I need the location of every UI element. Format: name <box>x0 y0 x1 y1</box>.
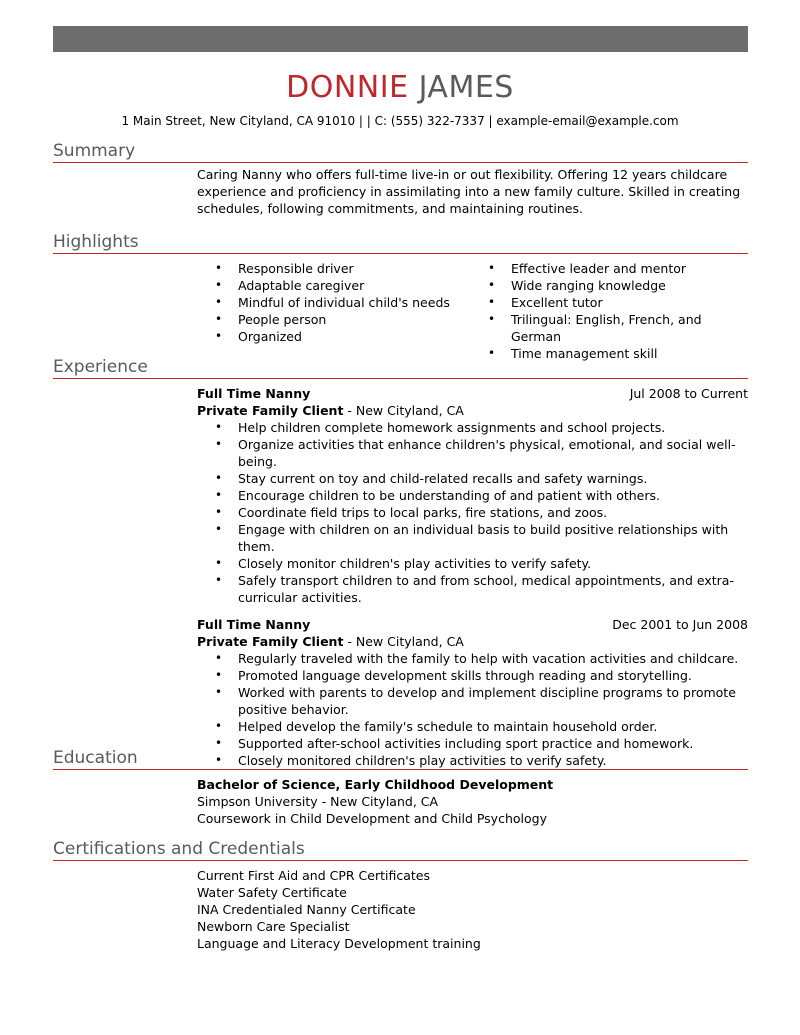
job-employer-line <box>197 402 748 419</box>
summary-section <box>53 141 748 216</box>
section-title-highlights: Highlights <box>53 232 748 254</box>
job-title: Full Time Nanny <box>197 617 311 632</box>
list-item: • Responsible driver <box>197 260 470 277</box>
job-duties-list <box>197 419 748 606</box>
highlights-section <box>53 232 748 361</box>
certifications-body <box>197 867 748 952</box>
certification-item: Current First Aid and CPR Certificates <box>197 868 430 883</box>
certification-item: Language and Literacy Development training <box>197 936 481 951</box>
certification-item: INA Credentialed Nanny Certificate <box>197 902 416 917</box>
job-dates: Jul 2008 to Current <box>629 386 748 401</box>
job-header <box>197 385 748 402</box>
list-item: • Coordinate field trips to local parks, fire stations, and zoos. <box>197 504 748 521</box>
certification-item: Newborn Care Specialist <box>197 919 350 934</box>
section-title-experience: Experience <box>53 357 748 379</box>
school: Simpson University - New Cityland, CA <box>197 794 439 809</box>
list-item: • Help children complete homework assignments and school projects. <box>197 419 748 436</box>
list-item: • Encourage children to be understanding of and patient with others. <box>197 487 748 504</box>
degree-separator: , <box>335 777 345 792</box>
section-title-summary: Summary <box>53 141 748 163</box>
experience-body <box>197 385 748 769</box>
list-item: • Trilingual: English, French, and German <box>470 311 743 345</box>
list-item: • Organize activities that enhance children's physical, emotional, and social well-being. <box>197 436 748 470</box>
summary-body <box>197 166 748 217</box>
section-title-certifications: Certifications and Credentials <box>53 839 748 861</box>
list-item: • Effective leader and mentor <box>470 260 743 277</box>
coursework: Coursework in Child Development and Child Psychology <box>197 811 547 826</box>
list-item: • Organized <box>197 328 470 345</box>
degree: Bachelor of Science <box>197 777 336 792</box>
job-header <box>197 616 748 633</box>
job-employer: Private Family Client <box>197 403 344 418</box>
contact-line: 1 Main Street, New Cityland, CA 91010 | | C: (555) 322-7337 | example-email@example.com <box>121 114 679 128</box>
list-item: • Stay current on toy and child-related recalls and safety warnings. <box>197 470 748 487</box>
list-item: • Regularly traveled with the family to help with vacation activities and childcare. <box>197 650 748 667</box>
job-employer-line <box>197 633 748 650</box>
job-employer: Private Family Client <box>197 634 344 649</box>
highlights-body <box>197 260 748 362</box>
highlights-right-list <box>470 260 743 362</box>
certification-item: Water Safety Certificate <box>197 885 347 900</box>
list-item: • Promoted language development skills through reading and storytelling. <box>197 667 748 684</box>
job-dates: Dec 2001 to Jun 2008 <box>612 617 748 632</box>
degree-line <box>197 776 748 793</box>
degree-field: Early Childhood Development <box>344 777 554 792</box>
list-item: • People person <box>197 311 470 328</box>
highlights-left-list <box>197 260 470 362</box>
section-title-education: Education <box>53 748 748 770</box>
list-item: • Safely transport children to and from school, medical appointments, and extra-curricular activities. <box>197 572 748 606</box>
list-item: • Adaptable caregiver <box>197 277 470 294</box>
job-title: Full Time Nanny <box>197 386 311 401</box>
list-item: • Helped develop the family's schedule to maintain household order. <box>197 718 748 735</box>
list-item: • Supported after-school activities including sport practice and homework. <box>197 735 748 752</box>
job-location: - New Cityland, CA <box>343 403 464 418</box>
education-section <box>53 748 748 826</box>
header-bar <box>53 26 748 52</box>
last-name: JAMES <box>418 70 514 105</box>
job-location: - New Cityland, CA <box>343 634 464 649</box>
list-item: • Closely monitor children's play activities to verify safety. <box>197 555 748 572</box>
list-item: • Excellent tutor <box>470 294 743 311</box>
list-item: • Time management skill <box>470 345 743 362</box>
summary-text: Caring Nanny who offers full-time live-in or out flexibility. Offering 12 years childcare experience and proficiency in assimilating into a new family culture. Skilled in creating schedules, following commitments, and maintaining routines. <box>197 167 741 216</box>
education-body <box>197 776 748 827</box>
list-item: • Engage with children on an individual basis to build positive relationships with them. <box>197 521 748 555</box>
candidate-name <box>0 70 800 105</box>
list-item: • Wide ranging knowledge <box>470 277 743 294</box>
list-item: • Worked with parents to develop and implement discipline programs to promote positive behavior. <box>197 684 748 718</box>
certifications-section <box>53 839 748 951</box>
list-item: • Closely monitored children's play activities to verify safety. <box>197 752 748 769</box>
list-item: • Mindful of individual child's needs <box>197 294 470 311</box>
first-name: DONNIE <box>286 70 409 105</box>
